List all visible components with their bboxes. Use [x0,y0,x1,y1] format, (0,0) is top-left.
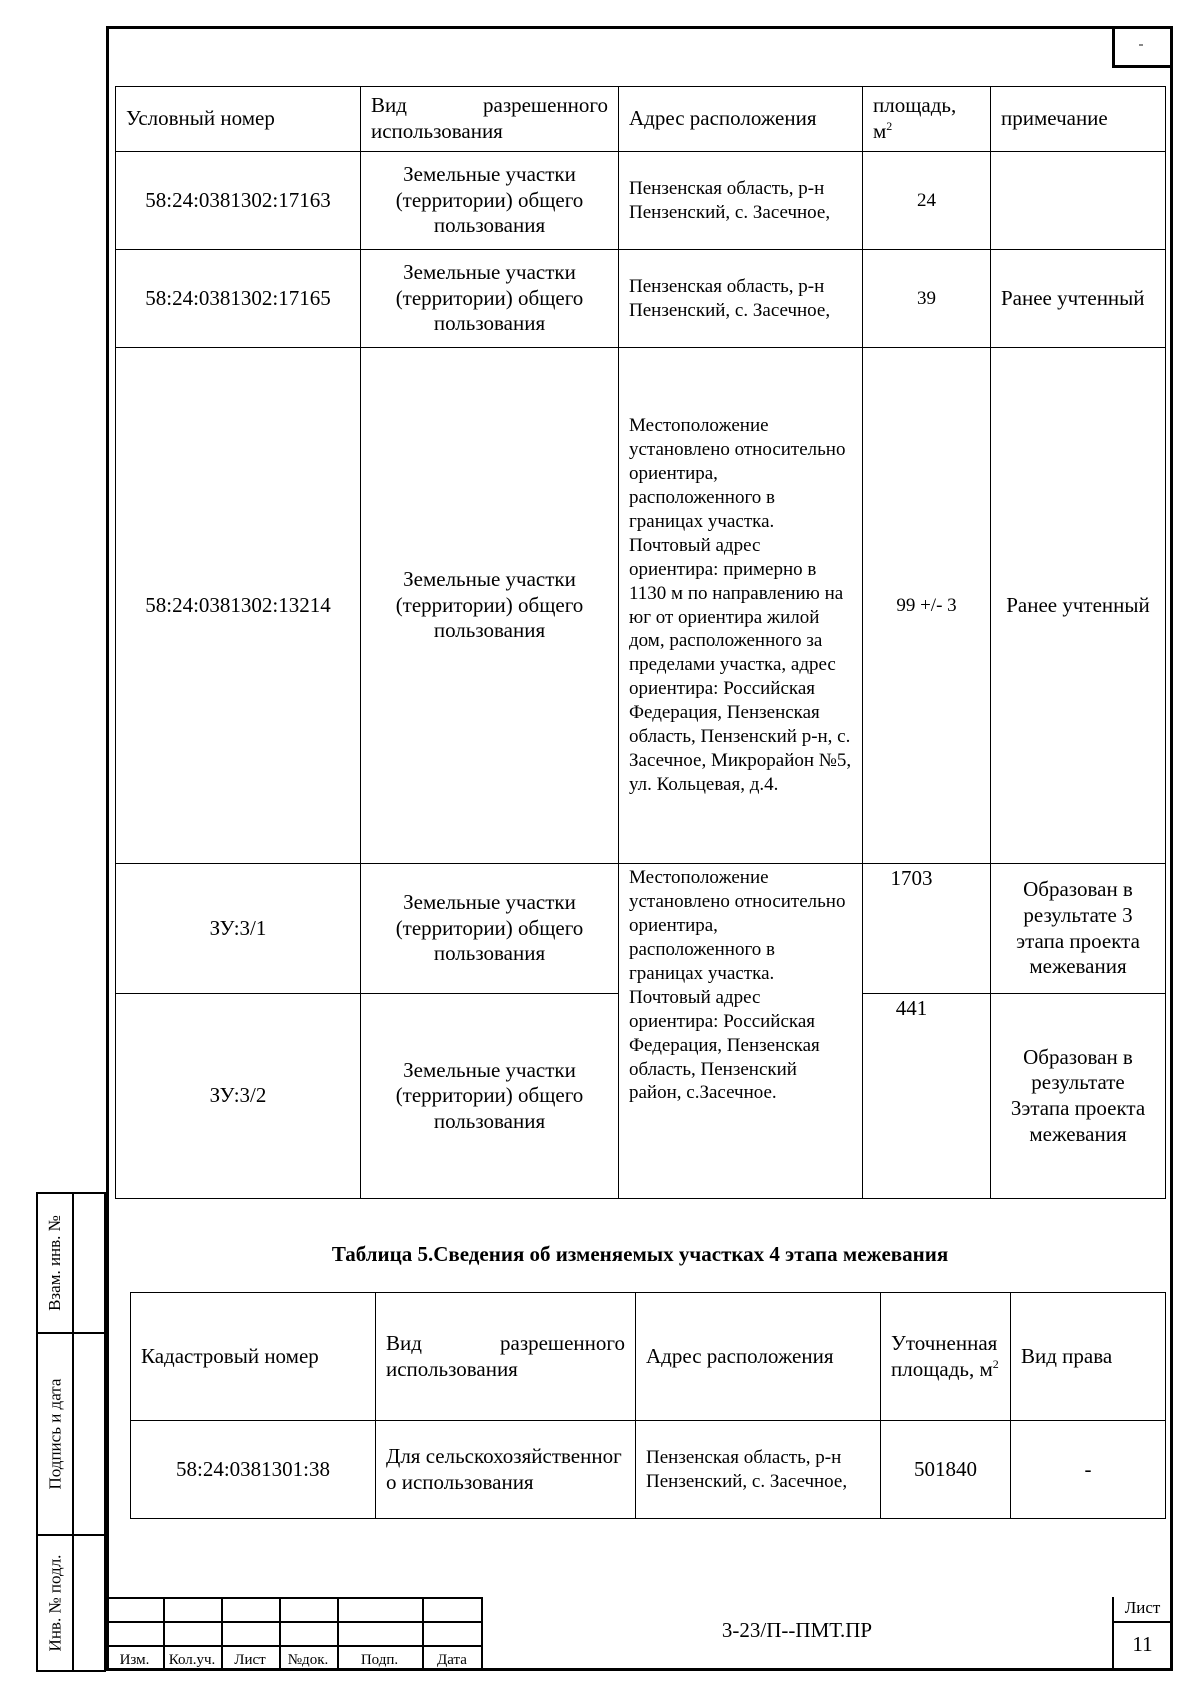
cell-note: Образован в результате 3 этапа проекта межевания [991,864,1166,994]
header-addr: Адрес расположения [619,87,863,152]
tb-col-data: Дата [437,1652,467,1668]
sheet-label: Лист [1124,1598,1161,1617]
cell-num: ЗУ:3/1 [116,864,361,994]
cell-num: 58:24:0381302:17165 [116,250,361,348]
corner-mark [1139,44,1143,46]
cell-area: 501840 [881,1421,1011,1519]
cell-note: Ранее учтенный [991,250,1166,348]
header-right: Вид права [1011,1293,1166,1421]
header-num: Кадастровый номер [131,1293,376,1421]
table-row [116,152,1166,250]
cell-num: 58:24:0381302:17163 [116,152,361,250]
cell-num: 58:24:0381301:38 [131,1421,376,1519]
table-land-plots [115,86,1166,1199]
cell-addr-merged: Местоположение установлено относительно ориентира, расположенного в границах участка. Почтовый адрес ориентира: Российская Федерация, Пензенская область, Пензенский район, с.Засечное. [619,864,863,1199]
side-label-inv: Инв. № подл. [45,1554,64,1652]
document-code: 3-23/П--ПМТ.ПР [721,1618,873,1642]
header-use: Вид разрешенного использования [361,87,619,152]
table-row [116,864,1166,994]
cell-right: - [1011,1421,1166,1519]
cell-use: Земельные участки (территории) общего пользования [361,348,619,864]
cell-use: Земельные участки (территории) общего пользования [361,994,619,1199]
cell-num: 58:24:0381302:13214 [116,348,361,864]
cell-use: Земельные участки (территории) общего пользования [361,864,619,994]
side-stamp-podpis [36,1332,106,1536]
tb-col-list: Лист [234,1652,266,1668]
cell-area: 39 [863,250,991,348]
table-header-row [116,87,1166,152]
header-area: площадь, $м^2$ [863,87,991,152]
corner-box [1112,28,1170,68]
table-row [116,348,1166,864]
sheet-number: 11 [1132,1632,1153,1656]
cell-addr: Местоположение установлено относительно ориентира, расположенного в границах участка. Почтовый адрес ориентира: примерно в 1130 м по направлению на юг от ориентира жилой дом, расположенного за пределами участка, адрес ориентира: Российская Федерация, Пензенская область, Пензенский р-н, с. Засечное, Микрорайон №5, ул. Кольцевая, д.4. [619,348,863,864]
cell-use: Земельные участки (территории) общего пользования [361,152,619,250]
cell-note [991,152,1166,250]
cell-note: Ранее учтенный [991,348,1166,864]
header-addr: Адрес расположения [636,1293,881,1421]
tb-col-ndok: №док. [287,1652,329,1668]
tb-col-podp: Подп. [360,1652,399,1668]
header-note: примечание [991,87,1166,152]
cell-area: 441 [863,994,991,1199]
cell-addr: Пензенская область, р-н Пензенский, с. Засечное, [619,152,863,250]
side-stamp-inv [36,1534,106,1672]
header-num: Условный номер [116,87,361,152]
table5-caption: Таблица 5.Сведения об изменяемых участках 4 этапа межевания [331,1242,949,1266]
cell-addr: Пензенская область, р-н Пензенский, с. Засечное, [619,250,863,348]
cell-use: Земельные участки (территории) общего пользования [361,250,619,348]
header-area: Уточненная площадь, $м^2$ [881,1293,1011,1421]
table-changed-plots [130,1292,1166,1519]
cell-area: 1703 [863,864,991,994]
tb-col-izm: Изм. [119,1652,150,1668]
cell-note: Образован в результате 3этапа проекта межевания [991,994,1166,1199]
table-row [131,1421,1166,1519]
side-label-vzam: Взам. инв. № [45,1215,64,1311]
cell-use: Для сельскохозяйственного использования [376,1421,636,1519]
side-label-podpis: Подпись и дата [45,1378,64,1490]
header-use: Вид разрешенного использования [376,1293,636,1421]
cell-addr: Пензенская область, р-н Пензенский, с. Засечное, [636,1421,881,1519]
table-row [116,250,1166,348]
side-stamp-vzam [36,1192,106,1334]
cell-num: ЗУ:3/2 [116,994,361,1199]
tb-col-kolvo: Кол.уч. [168,1652,216,1668]
cell-area: 99 +/- 3 [863,348,991,864]
cell-area: 24 [863,152,991,250]
table-header-row [131,1293,1166,1421]
